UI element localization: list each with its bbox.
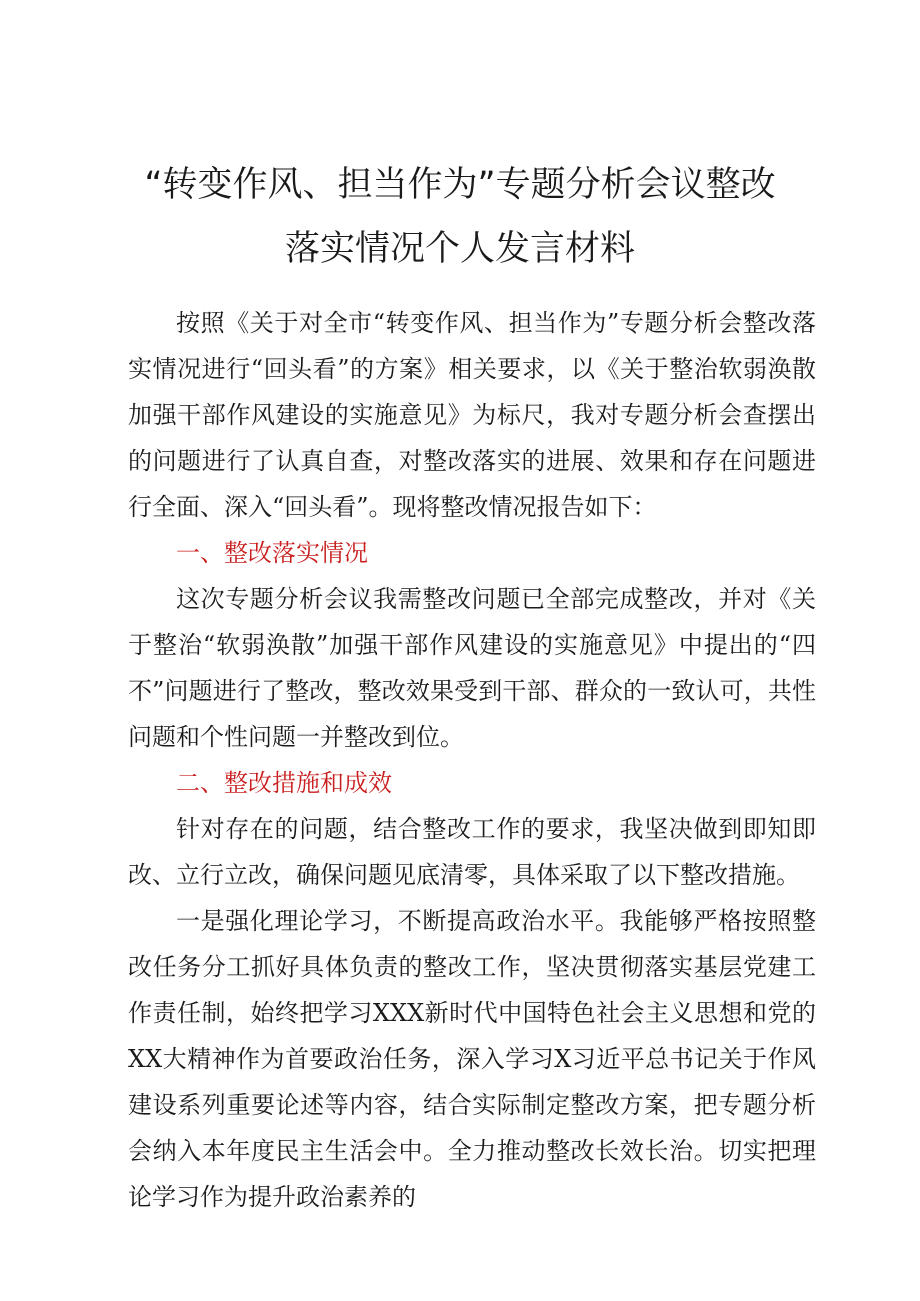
document-title-line1: “转变作风、担当作为”专题分析会议整改 <box>144 165 776 205</box>
intro-paragraph: 按照《关于对全市“转变作风、担当作为”专题分析会整改落实情况进行“回头看”的方案》相关要求，以《关于整治软弱涣散加强干部作风建设的实施意见》为标尺，我对专题分析会查摆出的问题进行了认真自查，对整改落实的进展、效果和存在问题进行全面、深入“回头看”。现将整改情况报告如下： <box>128 309 816 521</box>
section1-paragraph: 这次专题分析会议我需整改问题已全部完成整改，并对《关于整治“软弱涣散”加强干部作风建设的实施意见》中提出的“四不”问题进行了整改，整改效果受到干部、群众的一致认可，共性问题和个性问题一并整改到位。 <box>128 585 816 751</box>
section2-paragraph: 针对存在的问题，结合整改工作的要求，我坚决做到即知即改、立行立改，确保问题见底清零，具体采取了以下整改措施。 <box>128 815 816 889</box>
section1-heading: 一、整改落实情况 <box>176 539 368 567</box>
section2-heading: 二、整改措施和成效 <box>176 769 392 797</box>
document-body <box>128 300 816 1220</box>
document-title-line2: 落实情况个人发言材料 <box>284 229 635 269</box>
section2-item1-paragraph: 一是强化理论学习，不断提高政治水平。我能够严格按照整改任务分工抓好具体负责的整改工作，坚决贯彻落实基层党建工作责任制，始终把学习XXX新时代中国特色社会主义思想和党的XX大精神作为首要政治任务，深入学习X习近平总书记关于作风建设系列重要论述等内容，结合实际制定整改方案，把专题分析会纳入本年度民主生活会中。全力推动整改长效长治。切实把理论学习作为提升政治素养的 <box>128 907 816 1211</box>
